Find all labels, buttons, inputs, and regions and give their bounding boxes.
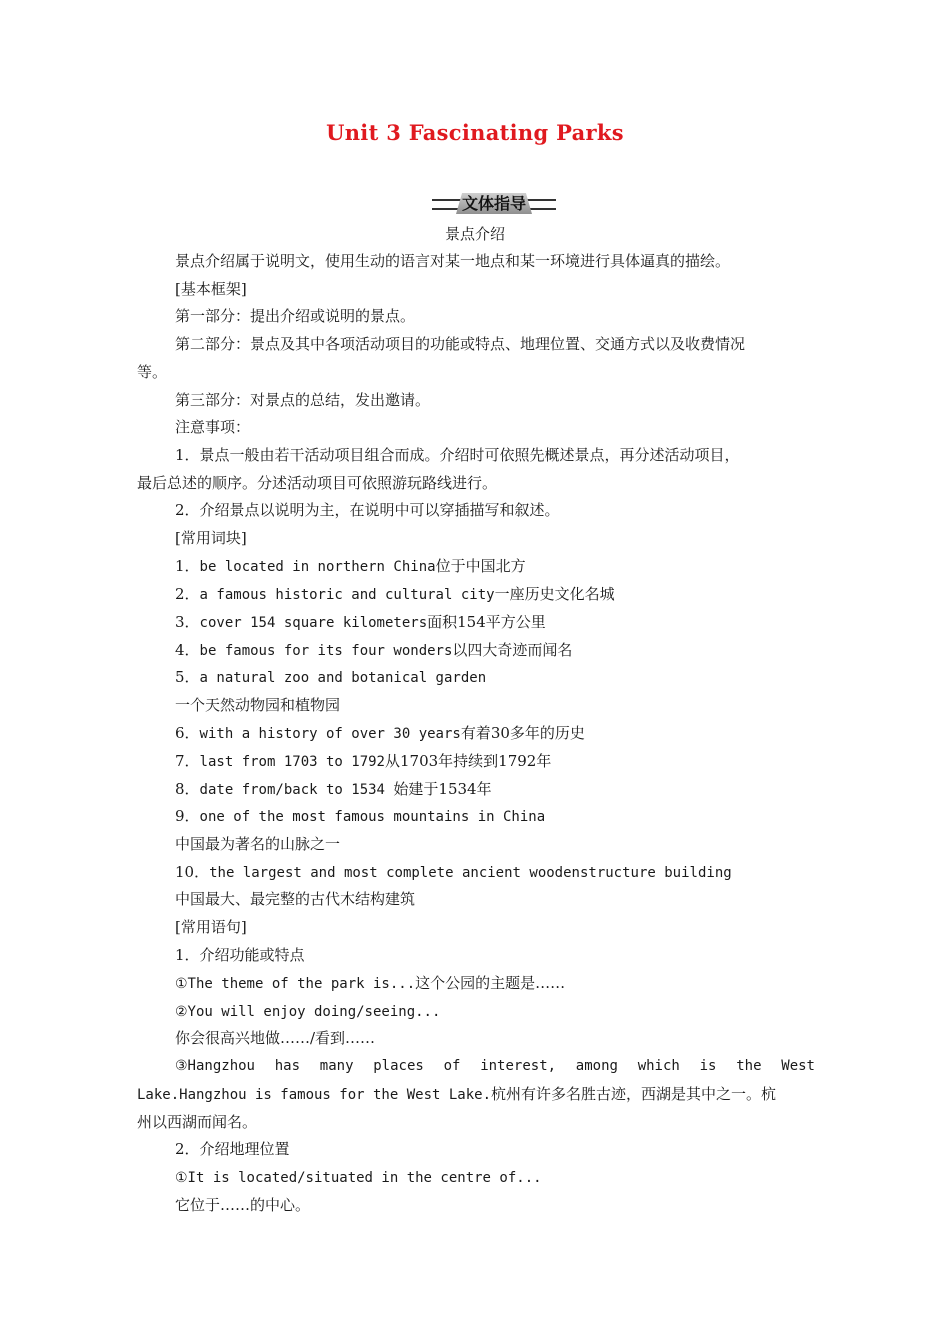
word: ③Hangzhou	[175, 1058, 255, 1074]
phrase-english: date from/back to 1534	[199, 782, 394, 798]
phrase-chinese: 以四大奇迹而闻名	[452, 641, 573, 659]
phrase-english: be located in northern China	[199, 559, 436, 575]
phrases-heading: [常用词块]	[175, 529, 247, 547]
phrase-chinese: 一座历史文化名城	[494, 585, 615, 603]
sentence-translation: 它位于……的中心。	[175, 1196, 311, 1214]
sentence-example-justified	[175, 1056, 815, 1076]
style-guide-banner	[432, 192, 556, 216]
phrase-item	[175, 640, 572, 661]
word: interest,	[480, 1058, 557, 1074]
sentence-example-line3: 州以西湖而闻名。	[137, 1113, 258, 1131]
note-2: 2．介绍景点以说明为主，在说明中可以穿插描写和叙述。	[175, 501, 560, 519]
phrase-translation: 中国最大、最完整的古代木结构建筑	[175, 890, 416, 908]
sentence-example	[175, 1001, 440, 1022]
phrase-english: cover 154 square kilometers	[199, 615, 428, 631]
phrase-chinese: 从1703年持续到1792年	[384, 752, 552, 770]
phrase-item	[175, 751, 551, 772]
sentence-example	[175, 1167, 542, 1188]
phrase-item	[175, 779, 492, 800]
phrase-translation: 中国最为著名的山脉之一	[175, 835, 341, 853]
phrase-number: 2．	[175, 585, 200, 603]
phrase-item	[175, 723, 585, 744]
phrase-number: 9．	[175, 807, 200, 825]
phrase-item	[175, 862, 732, 883]
intro-paragraph: 景点介绍属于说明文，使用生动的语言对某一地点和某一环境进行具体逼真的描绘。	[175, 252, 731, 270]
sentence-english: ②You will enjoy doing/seeing...	[175, 1004, 441, 1020]
notes-heading: 注意事项：	[175, 418, 251, 436]
sentence-english: Lake.Hangzhou is famous for the West Lake.	[137, 1087, 492, 1103]
phrase-number: 7．	[175, 752, 200, 770]
phrase-english: with a history of over 30 years	[199, 726, 461, 742]
phrase-chinese: 有着30多年的历史	[460, 724, 585, 742]
phrase-item	[175, 612, 546, 633]
phrase-english: one of the most famous mountains in China	[199, 809, 546, 825]
word: has	[274, 1058, 301, 1074]
sentence-example-line2	[137, 1084, 776, 1105]
word: of	[443, 1058, 461, 1074]
note-1-line1: 1．景点一般由若干活动项目组合而成。介绍时可依照先概述景点，再分述活动项目，	[175, 446, 740, 464]
phrase-chinese: 始建于1534年	[393, 780, 492, 798]
framework-part2-line2: 等。	[137, 363, 168, 381]
phrase-number: 4．	[175, 641, 200, 659]
phrase-translation: 一个天然动物园和植物园	[175, 696, 341, 714]
word: is	[699, 1058, 717, 1074]
sentence-chinese: 杭州有许多名胜古迹，西湖是其中之一。杭	[491, 1085, 777, 1103]
phrase-chinese: 位于中国北方	[435, 557, 526, 575]
sentence-group-heading: 2．介绍地理位置	[175, 1140, 290, 1158]
sentences-heading: [常用语句]	[175, 918, 247, 936]
unit-title: Unit 3 Fascinating Parks	[326, 120, 624, 145]
phrase-item	[175, 667, 486, 688]
sentence-english: ①It is located/situated in the centre of...	[175, 1170, 542, 1186]
word: many	[319, 1058, 354, 1074]
phrase-number: 6．	[175, 724, 200, 742]
phrase-item	[175, 806, 545, 827]
phrase-item	[175, 584, 615, 605]
word: West	[781, 1058, 815, 1074]
framework-part2-line1: 第二部分：景点及其中各项活动项目的功能或特点、地理位置、交通方式以及收费情况	[175, 335, 746, 353]
sentence-translation: 你会很高兴地做……/看到……	[175, 1029, 376, 1047]
framework-heading: [基本框架]	[175, 280, 247, 298]
word: places	[373, 1058, 424, 1074]
phrase-english: the largest and most complete ancient woodenstructure building	[209, 865, 732, 881]
sentence-english: ①The theme of the park is...	[175, 976, 416, 992]
framework-part1: 第一部分：提出介绍或说明的景点。	[175, 307, 416, 325]
sentence-group-heading: 1．介绍功能或特点	[175, 946, 305, 964]
phrase-english: be famous for its four wonders	[199, 643, 453, 659]
sentence-example	[175, 973, 565, 994]
word: which	[637, 1058, 680, 1074]
banner-label: 文体指导	[461, 194, 526, 213]
note-1-line2: 最后总述的顺序。分述活动项目可依照游玩路线进行。	[137, 474, 498, 492]
section-subtitle: 景点介绍	[444, 225, 505, 243]
phrase-english: a natural zoo and botanical garden	[199, 670, 487, 686]
word: among	[575, 1058, 618, 1074]
sentence-chinese: 这个公园的主题是……	[415, 974, 566, 992]
phrase-english: a famous historic and cultural city	[199, 587, 495, 603]
phrase-english: last from 1703 to 1792	[199, 754, 385, 770]
phrase-item	[175, 556, 526, 577]
word: the	[736, 1058, 762, 1074]
framework-part3: 第三部分：对景点的总结，发出邀请。	[175, 391, 431, 409]
phrase-number: 10．	[175, 863, 210, 881]
phrase-chinese: 面积154平方公里	[427, 613, 546, 631]
phrase-number: 8．	[175, 780, 200, 798]
phrase-number: 5．	[175, 668, 200, 686]
phrase-number: 1．	[175, 557, 200, 575]
phrase-number: 3．	[175, 613, 200, 631]
